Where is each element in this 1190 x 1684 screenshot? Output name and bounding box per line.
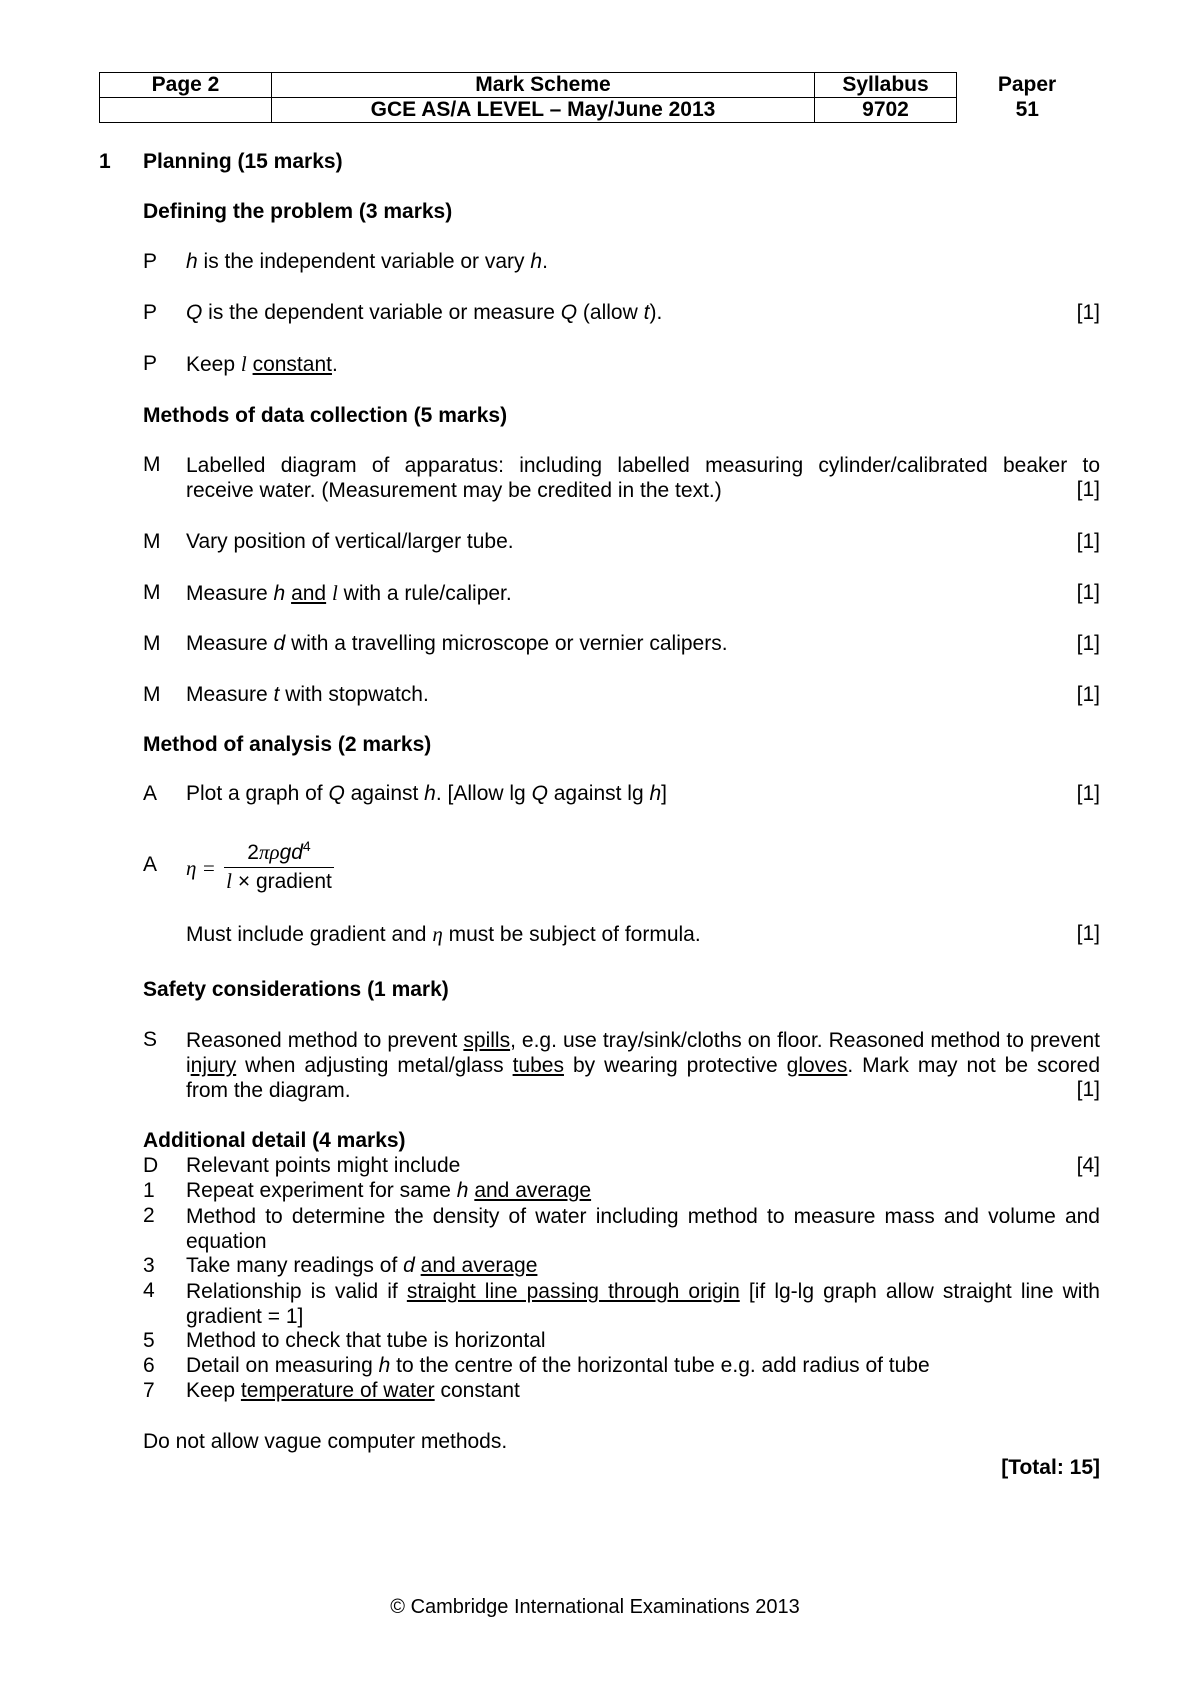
- section-safety: Safety considerations (1 mark): [143, 978, 449, 1001]
- m4-label: M: [143, 632, 161, 655]
- m2-label: M: [143, 530, 161, 553]
- point-5-number: 5: [143, 1329, 155, 1352]
- m4-mark: [1]: [1076, 632, 1100, 655]
- d-text: Relevant points might include: [186, 1154, 461, 1177]
- p2-label: P: [143, 301, 158, 324]
- m1-text: Labelled diagram of apparatus: including labelled measuring cylinder/calibrated beaker to receive water. (Measurement may be credited in the text.): [186, 454, 1100, 502]
- formula-fraction: [224, 838, 334, 894]
- point-6-number: 6: [143, 1354, 155, 1377]
- a2-note: Must include gradient and η must be subject of formula.: [186, 922, 701, 946]
- a2-mark: [1]: [1076, 922, 1100, 945]
- doc-title: Mark Scheme: [272, 73, 815, 98]
- point-5-text: Method to check that tube is horizontal: [186, 1329, 546, 1352]
- paper-label: Paper: [997, 73, 1057, 96]
- paper-number: 51: [1015, 98, 1039, 121]
- m2-mark: [1]: [1076, 530, 1100, 553]
- point-4-number: 4: [143, 1279, 155, 1302]
- formula-numerator: 2πρgd$^4$: [224, 838, 334, 868]
- m5-text: Measure t with stopwatch.: [186, 683, 429, 706]
- formula-lhs: η =: [186, 856, 216, 880]
- point-6-text: Detail on measuring h to the centre of the horizontal tube e.g. add radius of tube: [186, 1354, 930, 1377]
- syllabus-code: 9702: [815, 98, 957, 123]
- m3-mark: [1]: [1076, 581, 1100, 604]
- point-7-number: 7: [143, 1379, 155, 1402]
- section-analysis: Method of analysis (2 marks): [143, 733, 432, 756]
- point-2-text: Method to determine the density of water including method to measure mass and volume and equation: [186, 1205, 1100, 1253]
- question-number: 1: [99, 150, 111, 173]
- point-3-number: 3: [143, 1254, 155, 1277]
- formula-denominator: l × gradient: [226, 869, 332, 893]
- m5-mark: [1]: [1076, 683, 1100, 706]
- m3-label: M: [143, 581, 161, 604]
- a1-label: A: [143, 782, 158, 805]
- a1-mark: [1]: [1076, 782, 1100, 805]
- section-additional: Additional detail (4 marks): [143, 1129, 406, 1152]
- question-title: Planning (15 marks): [143, 150, 343, 173]
- a1-text: Plot a graph of Q against h. [Allow lg Q against lg h]: [186, 782, 668, 805]
- point-7-text: Keep temperature of water constant: [186, 1379, 520, 1402]
- point-1-number: 1: [143, 1179, 155, 1202]
- section-methods: Methods of data collection (5 marks): [143, 404, 508, 427]
- point-2-number: 2: [143, 1204, 155, 1227]
- point-1-text: Repeat experiment for same h and average: [186, 1179, 592, 1202]
- p1-label: P: [143, 250, 158, 273]
- d-mark: [4]: [1076, 1154, 1100, 1177]
- m5-label: M: [143, 683, 161, 706]
- a2-label: A: [143, 853, 158, 876]
- footer-copyright: © Cambridge International Examinations 2013: [390, 1596, 800, 1618]
- vague-note: Do not allow vague computer methods.: [143, 1430, 508, 1453]
- s1-mark: [1]: [1076, 1078, 1100, 1101]
- header-table: [99, 72, 1098, 123]
- section-defining: Defining the problem (3 marks): [143, 200, 453, 223]
- s1-text: Reasoned method to prevent spills, e.g. use tray/sink/cloths on floor. Reasoned method to prevent injury when adjusting metal/glass tubes by wearing protective gloves. Mark may not be scored from the diagram.: [186, 1029, 1101, 1102]
- p2-text: Q is the dependent variable or measure Q (allow t).: [186, 301, 663, 324]
- point-4-text: Relationship is valid if straight line passing through origin [if lg-lg graph allow straight line with gradient = 1]: [186, 1280, 1100, 1328]
- m3-text: Measure h and l with a rule/caliper.: [186, 581, 512, 605]
- p2-mark: [1]: [1076, 301, 1100, 324]
- p1-text: h is the independent variable or vary h.: [186, 250, 548, 273]
- m4-text: Measure d with a travelling microscope or vernier calipers.: [186, 632, 728, 655]
- s1-label: S: [143, 1028, 158, 1051]
- m1-label: M: [143, 453, 161, 476]
- syllabus-label: Syllabus: [815, 73, 957, 98]
- p3-label: P: [143, 352, 158, 375]
- total-marks: [Total: 15]: [1001, 1456, 1100, 1479]
- exam-title: GCE AS/A LEVEL – May/June 2013: [272, 98, 815, 123]
- d-label: D: [143, 1154, 159, 1177]
- p3-text: Keep l constant.: [186, 352, 338, 376]
- page-label: Page 2: [100, 73, 272, 98]
- m1-mark: [1]: [1076, 478, 1100, 501]
- m2-text: Vary position of vertical/larger tube.: [186, 530, 514, 553]
- point-3-text: Take many readings of d and average: [186, 1254, 538, 1277]
- page-blank: [100, 98, 272, 123]
